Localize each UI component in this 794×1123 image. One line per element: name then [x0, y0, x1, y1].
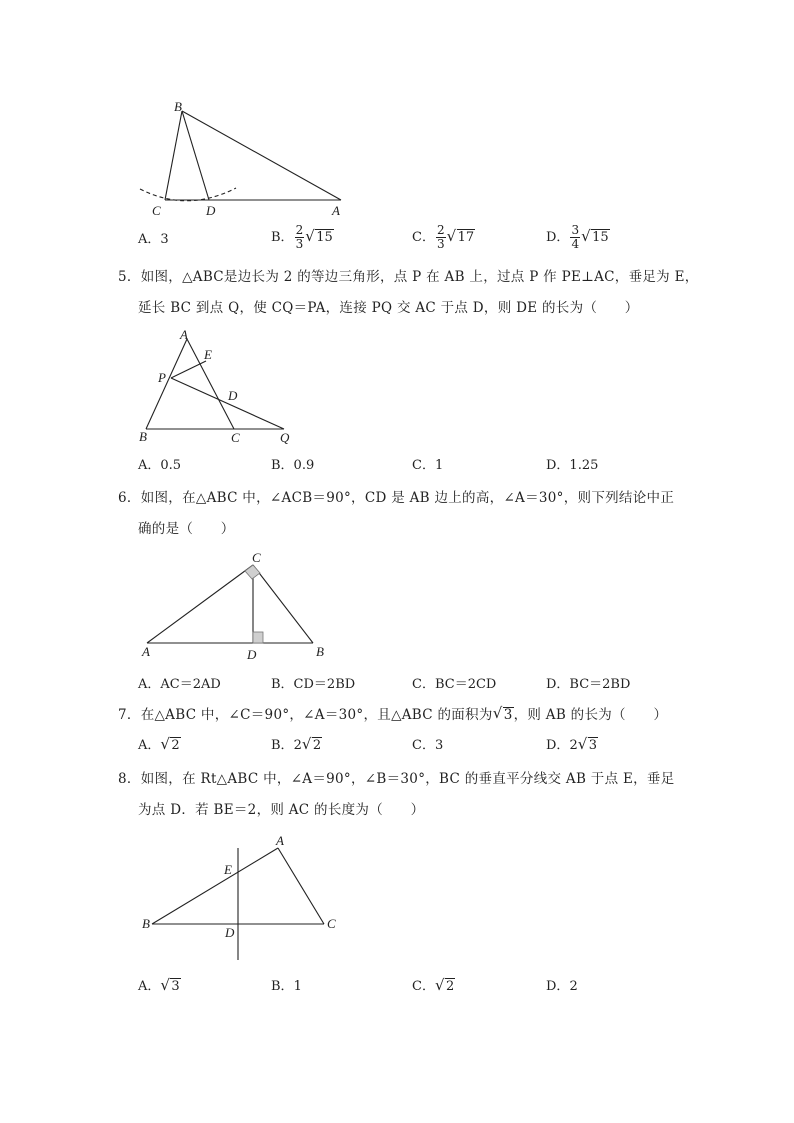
q5-option-b[interactable]: B．0.9	[271, 458, 315, 473]
q4-figure	[130, 95, 360, 220]
q5-label-p: P	[158, 370, 166, 385]
q5-question-line1: 5．如图，△ABC是边长为 2 的等边三角形，点 P 在 AB 上，过点 P 作 PE⊥AC，垂足为 E，	[118, 269, 699, 285]
q4-option-b[interactable]: B． $\frac{2}{3}$ √ 15	[271, 224, 334, 251]
q4-segment-bc	[165, 111, 182, 200]
q6-option-c[interactable]: C．BC＝2CD	[412, 677, 497, 692]
q7-option-b[interactable]: B．2√ 2	[271, 737, 322, 755]
q8-label-c: C	[327, 916, 336, 931]
q4-option-c[interactable]: C． $\frac{2}{3}$ √ 17	[412, 224, 475, 251]
q6-label-c: C	[252, 550, 261, 565]
q5-segment-ab	[146, 339, 187, 429]
q6-option-a[interactable]: A．AC＝2AD	[138, 677, 221, 692]
q7-option-d[interactable]: D．2√ 3	[546, 737, 598, 755]
q5-segment-pq	[171, 378, 284, 429]
q5-figure	[130, 325, 300, 450]
q8-figure	[135, 828, 350, 963]
q5-label-a: A	[180, 327, 188, 342]
q4-label-c: C	[152, 203, 161, 218]
q4-label-a: A	[332, 203, 340, 218]
q5-option-c[interactable]: C．1	[412, 458, 444, 473]
q6-question-line2: 确的是（ ）	[138, 521, 235, 537]
q6-segment-cb	[253, 565, 313, 643]
q8-question-line1: 8．如图，在 Rt△ABC 中，∠A＝90°，∠B＝30°，BC 的垂直平分线交 AB 于点 E，垂足	[118, 771, 675, 787]
q6-question-line1: 6．如图，在△ABC 中，∠ACB＝90°，CD 是 AB 边上的高，∠A＝30°，则下列结论中正	[118, 490, 675, 506]
q6-right-angle-d	[253, 632, 263, 643]
q5-option-a[interactable]: A．0.5	[138, 458, 182, 473]
q8-label-d: D	[225, 925, 235, 940]
q6-label-b: B	[316, 644, 324, 659]
q8-segment-ba	[152, 848, 278, 924]
q6-right-angle-c	[245, 565, 260, 579]
q5-option-d[interactable]: D．1.25	[546, 458, 599, 473]
q4-option-d[interactable]: D． $\frac{3}{4}$ √ 15	[546, 224, 610, 251]
q6-figure	[135, 545, 335, 665]
q5-label-q: Q	[280, 430, 290, 445]
q7-question-line1: 7．在△ABC 中，∠C＝90°，∠A＝30°，且△ABC 的面积为√ 3，则 AB 的长为（ ）	[118, 706, 667, 724]
q5-question-line2: 延长 BC 到点 Q，使 CQ＝PA，连接 PQ 交 AC 于点 D，则 DE 的长为（ ）	[138, 300, 639, 316]
q4-segment-ba	[182, 111, 341, 200]
q8-option-a[interactable]: A．√ 3	[138, 978, 181, 996]
q8-label-e: E	[224, 862, 232, 877]
q4-label-b: B	[174, 99, 182, 114]
q6-label-a: A	[142, 644, 150, 659]
q8-segment-ac	[278, 848, 324, 924]
q5-label-c: C	[231, 430, 240, 445]
q7-option-a[interactable]: A．√ 2	[138, 737, 181, 755]
q8-option-d[interactable]: D．2	[546, 979, 578, 994]
q4-option-a[interactable]: A．3	[138, 232, 169, 247]
q8-option-b[interactable]: B．1	[271, 979, 302, 994]
q6-label-d: D	[247, 647, 257, 662]
q7-option-c[interactable]: C．3	[412, 738, 444, 753]
q4-arc	[140, 188, 236, 201]
q6-option-d[interactable]: D．BC＝2BD	[546, 677, 631, 692]
q8-label-a: A	[276, 833, 284, 848]
q5-label-e: E	[204, 347, 212, 362]
q5-label-b: B	[139, 429, 147, 444]
q8-question-line2: 为点 D．若 BE＝2，则 AC 的长度为（ ）	[138, 802, 425, 818]
q6-segment-ac	[147, 565, 253, 643]
q8-label-b: B	[142, 916, 150, 931]
q8-option-c[interactable]: C．√ 2	[412, 978, 455, 996]
q4-label-d: D	[206, 203, 216, 218]
q5-label-d: D	[228, 388, 238, 403]
q6-option-b[interactable]: B．CD＝2BD	[271, 677, 356, 692]
